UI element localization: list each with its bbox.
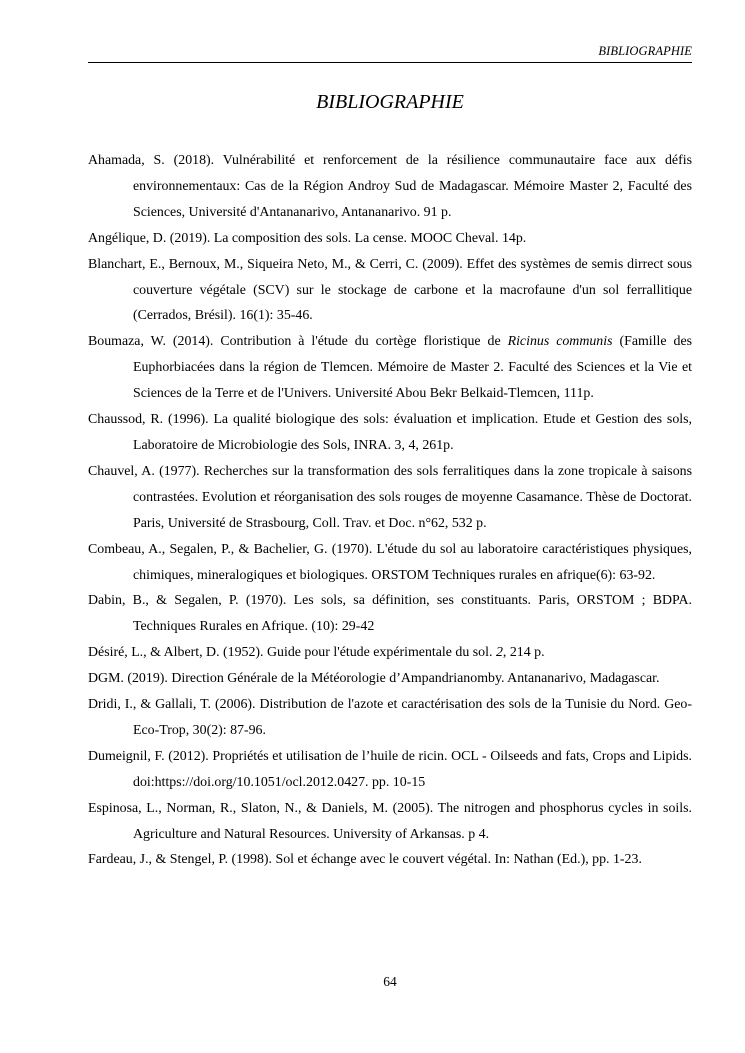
- reference-dridi-2006: Dridi, I., & Gallali, T. (2006). Distribution de l'azote et caractérisation des sols de la Tunisie du Nord. Geo-Eco-Trop, 30(2): 87-96.: [88, 697, 692, 738]
- reference-chauvel-1977: Chauvel, A. (1977). Recherches sur la transformation des sols ferralitiques dans la zone tropicale à saisons contrastées. Evolution et réorganisation des sols rouges de moyenne Casamance. Thèse de Doctorat. Paris, Université de Strasbourg, Coll. Trav. et Doc. n°62, 532 p.: [88, 463, 692, 531]
- header-rule: [88, 62, 692, 63]
- species-name: Ricinus communis: [507, 334, 613, 350]
- page-title: BIBLIOGRAPHIE: [316, 91, 464, 113]
- reference-chaussod-1996: Chaussod, R. (1996). La qualité biologique des sols: évaluation et implication. Etude et Gestion des sols, Laboratoire de Microbiologie des Sols, INRA. 3, 4, 261p.: [88, 412, 692, 453]
- reference-combeau-1970: Combeau, A., Segalen, P., & Bachelier, G. (1970). L'étude du sol au laboratoire caractéristiques physiques, chimiques, mineralogiques et biologiques. ORSTOM Techniques rurales en afrique(6): 63-92.: [88, 541, 692, 583]
- reference-dgm-2019: DGM. (2019). Direction Générale de la Météorologie d’Ampandrianomby. Antananarivo, Madagascar.: [88, 671, 660, 687]
- reference-angelique-2019: Angélique, D. (2019). La composition des sols. La cense. MOOC Cheval. 14p.: [88, 230, 527, 246]
- reference-blanchart-2009: Blanchart, E., Bernoux, M., Siqueira Neto, M., & Cerri, C. (2009). Effet des systèmes de semis dirrect sous couverture végétale (SCV) sur le stockage de carbone et la macrofaune d'un sol ferrallitique (Cerrados, Brésil). 16(1): 35-46.: [88, 256, 692, 324]
- reference-ahamada-2018: Ahamada, S. (2018). Vulnérabilité et renforcement de la résilience communautaire face aux défis environnementaux: Cas de la Région Androy Sud de Madagascar. Mémoire Master 2, Faculté des Sciences, Université d'Antananarivo, Antananarivo. 91 p.: [88, 153, 692, 220]
- page-number: 64: [383, 974, 397, 989]
- reference-desire-1952: [88, 640, 692, 666]
- reference-text: Désiré, L., & Albert, D. (1952). Guide pour l'étude expérimentale du sol.: [88, 645, 496, 661]
- reference-text: (Famille des Euphorbiacées dans la région de Tlemcen. Mémoire de Master 2. Faculté des Sciences et la Vie et Sciences de la Terre et de l'Univers. Université Abou Bekr Belkaid-Tlemcen, 111p.: [133, 334, 693, 402]
- reference-espinosa-2005: Espinosa, L., Norman, R., Slaton, N., & Daniels, M. (2005). The nitrogen and phosphorus cycles in soils. Agriculture and Natural Resources. University of Arkansas. p 4.: [88, 800, 692, 842]
- reference-list: [88, 148, 692, 873]
- running-header: BIBLIOGRAPHIE: [598, 44, 692, 58]
- reference-dabin-1970: Dabin, B., & Segalen, P. (1970). Les sols, sa définition, ses constituants. Paris, ORSTOM ; BDPA. Techniques Rurales en Afrique. (10): 29-42: [88, 593, 692, 635]
- reference-dumeignil-2012: Dumeignil, F. (2012). Propriétés et utilisation de l’huile de ricin. OCL - Oilseeds and fats, Crops and Lipids. doi:https://doi.org/10.1051/ocl.2012.0427. pp. 10-15: [88, 748, 692, 790]
- reference-text: Boumaza, W. (2014). Contribution à l'étude du cortège floristique de: [88, 334, 508, 350]
- reference-boumaza-2014: [88, 329, 692, 407]
- reference-fardeau-1998: Fardeau, J., & Stengel, P. (1998). Sol et échange avec le couvert végétal. In: Nathan (Ed.), pp. 1-23.: [88, 852, 642, 868]
- reference-text: , 214 p.: [502, 645, 545, 661]
- volume-number: 2: [495, 645, 503, 661]
